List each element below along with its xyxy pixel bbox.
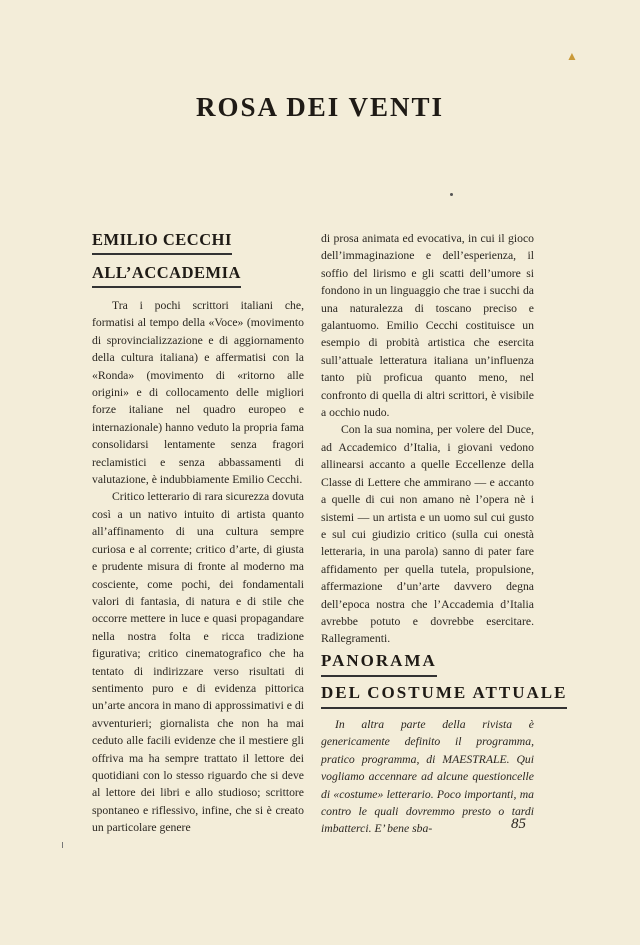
heading-line-1: PANORAMA — [321, 649, 437, 677]
page-title: ROSA DEI VENTI — [195, 92, 445, 122]
right-column — [321, 230, 534, 648]
paragraph: Tra i pochi scrittori italiani che, formatisi al tempo della «Voce» (movimento di sprovincializzazione e di aggiornamento della cultura italiana) e affermatisi con la «Ronda» (movimento di «ritorno alle origini» e di collocamento delle migliori forze italiane nel quadro europeo e internazionale) hanno veduto la propria fama consolidarsi lentamente senza fragori reclamistici e senza abbassamenti di valutazione, è indubbiamente Emilio Cecchi. — [92, 299, 304, 487]
corner-mark-icon: ▲ — [566, 49, 578, 63]
heading-line-2: ALL’ACCADEMIA — [92, 261, 241, 288]
section-heading-panorama — [321, 649, 567, 713]
section-heading-emilio-cecchi — [92, 228, 241, 294]
page-number: 85 — [511, 816, 526, 832]
heading-line-2: DEL COSTUME ATTUALE — [321, 681, 567, 709]
heading-line-1: EMILIO CECCHI — [92, 228, 232, 255]
panorama-intro — [321, 716, 534, 838]
paragraph-continuation: di prosa animata ed evocativa, in cui il gioco dell’immaginazione e dell’esperienza, il soffio del lirismo e gli scatti dell’umore si fondono in un linguaggio che trae i succhi da una naturalezza di toscano preciso e galantuomo. Emilio Cecchi costituisce un esempio di probità artistica che esercita sull’attuale letteratura italiana un’influenza tanto più proficua quanto meno, nel confronto di quella di altri scrittori, è visibile a occhio nudo. — [321, 232, 534, 420]
paragraph: In altra parte della rivista è genericamente definito il programma, pratico programma, di MAESTRALE. Qui vogliamo accennare ad alcune questioncelle di «costume» letterario. Poco importanti, ma contro le quali dovremmo presto o tardi imbatterci. E’ bene sba- — [321, 718, 534, 836]
margin-mark — [62, 842, 63, 848]
paragraph: Con la sua nomina, per volere del Duce, ad Accademico d’Italia, i giovani vedono allinearsi accanto a quelle Eccellenze della Classe di Lettere che ammirano — e accanto a quelle di cui non amano nè l’opera nè i sistemi — un artista e un uomo sul cui gusto e sul cui giudizio critico (sulla cui onestà letteraria, in una parola) sanno di pater fare affidamento per quella tutela, propulsione, affermazione d’un’arte davvero degna dell’epoca nostra che l’Accademia d’Italia avrebbe potuto e dovrebbe esercitare. Rallegramenti. — [321, 423, 534, 646]
ink-dot — [450, 193, 453, 196]
left-column — [92, 297, 304, 837]
paragraph: Critico letterario di rara sicurezza dovuta così a un nativo intuito di artista quanto all’affinamento di una cultura sempre curiosa e al corrente; critico d’arte, di giusta e prudente misura di fronte al moderno ma cosciente, come pochi, dei fondamentali valori di fantasia, di natura e di stile che occorre mettere in luce e quasi propagandare nella nostra folta e ricca tradizione figurativa; critico cinematografico che ha tentato di indirizzare verso risultati di sentimento puro e di evidenza pittorica un’arte ancora in mano di approssimativi e di avventurieri; giornalista che non ha mai ceduto alle facili evidenze che il mestiere gli offriva ma ha sempre trattato il lettore dei quotidiani con lo stesso riguardo che si deve al lettore dei libri e allo studioso; scrittore spontaneo e riflessivo, infine, che si è creato un particolare genere — [92, 490, 304, 835]
